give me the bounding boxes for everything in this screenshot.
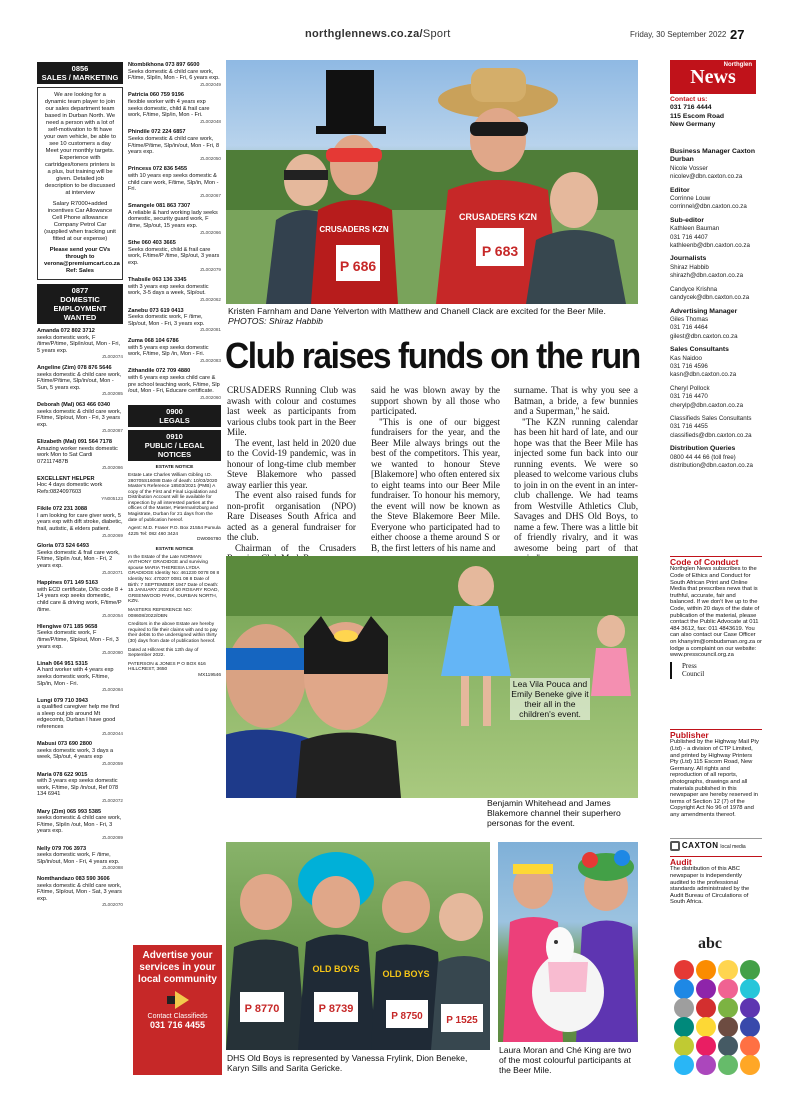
classified-ad: [37, 809, 123, 842]
page-header: [0, 0, 786, 58]
ad-ref: ZL002087: [102, 428, 123, 434]
ad-body: seeks domestic work, F /time, Slp/in/out, Mon - Fri, 4 years exp.: [37, 852, 120, 865]
staff-name: Classifieds Sales Consultants: [670, 414, 752, 422]
colour-swatch: [696, 1017, 716, 1037]
ad-body: seeks domestic & child care work, F/time, Slp/out, Mon - Fri, 3 years exp.: [37, 408, 122, 428]
classified-ad: [37, 402, 123, 435]
classified-ad: [37, 624, 123, 657]
staff-name: Kathleen Bauman: [670, 225, 720, 233]
ad-body: flexible worker with 4 years exp seeks domestic, child & frail care work, F/time, Slp/in, Mon - Fri.: [128, 98, 210, 119]
photo-runners-group: [226, 60, 638, 304]
ad-title: Lungi 079 710 3943: [37, 697, 88, 704]
bib-number: P 8770: [244, 1003, 280, 1015]
staff-list: [670, 148, 764, 475]
section-header-domestic: 0877 DOMESTIC EMPLOYMENT WANTED: [37, 284, 123, 324]
ad-body: with 10 years exp seeks domestic & child care work, F/time, Slp/in, Mon - Fri.: [128, 172, 219, 193]
ad-body: Seeks domestic & child care work, F/time, Slp/in, Mon - Fri, 6 years exp.: [128, 68, 220, 82]
recruit-email[interactable]: Please send your CVs through to verona@premiumcart.co.za: [44, 247, 120, 267]
abc-logo: abc: [698, 935, 722, 952]
ad-title: Princess 072 836 5455: [128, 166, 188, 173]
staff-name: Shiraz Habbib: [670, 263, 709, 271]
estate-notice-2: ESTATE NOTICE In the Estate of the Late NORMAN ANTHONY GRADIDGE and surviving spouse MARIA THERESIA LYDIA GRADIDGE Identity No: 461230 0078 08 8 Identity No: 470207 0081 08 8 Date of Birth: 7 SEPTEMBER 1947 Date of Death: 15 JANUARY 2022 of 60 ROSARY ROAD, GREENWOOD PARK, DURBAN NORTH, KZN. MASTERS REFERENCE NO: 008608/2022/DBN Creditors in the above Estate are hereby required to file their claims with and to pay their debts to the undersigned within thirty (30) days from date of publication hereof. Dated at Hillcrest this 12th day of September 2022. PATERSON & JONES P O BOX 616 HILLCREST, 3650 MX119546: [128, 547, 221, 678]
colour-registration-swatches: [670, 958, 762, 1076]
colour-swatch: [740, 960, 760, 980]
staff-entry: [670, 346, 764, 380]
section-header-public-notices: 0910 PUBLIC / LEGAL NOTICES: [128, 430, 221, 461]
ad-ref: ZL002088: [102, 865, 123, 871]
classified-ad: [37, 661, 123, 694]
colour-swatch: [740, 1036, 760, 1056]
photo2-inset-caption: Lea Vila Pouca and Emily Beneke give it their all in the children's event.: [511, 679, 589, 719]
classified-ad: [37, 772, 123, 805]
ad-ref: ZL002084: [102, 687, 123, 693]
ad-ref: ZL002059: [102, 761, 123, 767]
bib-number: P 683: [481, 243, 519, 259]
ad-body: Amazing worker needs domestic work Mon to Sat Cardi 072117487B: [37, 445, 118, 465]
staff-role: Editor: [670, 186, 690, 194]
ad-title: Zuma 068 104 6786: [128, 337, 179, 344]
ad-body: I am looking for care giver work, 5 years exp with dift stroke, diabetic, frail, autistic, & elders patient.: [37, 512, 123, 533]
colour-swatch: [740, 998, 760, 1018]
ads-list-2: [128, 62, 221, 401]
issue-date: Friday, 30 September 2022: [630, 30, 727, 39]
sales-recruitment-ad: We are looking for a dynamic team player to join our sales department team based in Durban North. We need a person with a lot of self-motivation to fit have your own vehicle, be able to see 10 customers a day Meet your monthly targets. Experience with cartridges/toners printers is a plus, but training will be given. Detailed job description to be discussed at interview Salary R7000+added incentives Car Allowance Cell Phone allowance Company Petrol Car (supplied when tracking unit fitted at our expense) Please send your CVs through to verona@premiumcart.co.za Ref: Sales: [37, 87, 123, 280]
classified-ad: [128, 129, 221, 162]
classified-ad: [37, 543, 123, 576]
colour-swatch: [718, 979, 738, 999]
ad-body: A hard worker with 4 years exp seeks domestic work, F/time, Slp/in, Mon - Fri.: [37, 667, 114, 687]
classified-ad: [128, 240, 221, 273]
ad-body: Seeks domestic work, F /time, Slp/out, Mon - Fri, 3 years exp.: [128, 314, 205, 327]
ad-body: seeks domestic & child care work, F/time/P/time, Slp/in/out, Mon - Sun, 5 years exp.: [37, 371, 122, 391]
ad-title: Nomthandazo 083 590 3606: [37, 875, 110, 882]
audit-block: Audit The distribution of this ABC newspaper is independently audited to the professional standards administrated by the Audit Bureau of Circulations of South Africa.: [670, 856, 762, 906]
shirt-text: CRUSADERS KZN: [458, 212, 538, 222]
classified-ad: [128, 92, 221, 125]
staff-phone: 031 716 4464: [670, 324, 708, 332]
estate-notice-1: ESTATE NOTICE Estate Late Charles William Gibling I.D. 280705S16088 Date of death: 10/03/2020 Master's Reference 18503/2021 (PMB) A copy of the First and Final Liquidation and Distribution Account will lie available for inspection by all interested parties at the offices of the Master, Pietermaritzburg and Magistrate, Durban for 21 days from the date of publication hereof. Agent: M.D. Fraser P.O. Box 21554 Pumula 4225 Tel: 082 460 3424 DW006780: [128, 465, 221, 543]
staff-entry: [670, 255, 764, 280]
ad-body: Hoc 4 days domestic work Refs:0824097603: [37, 482, 103, 496]
bib-number: P 8739: [318, 1003, 354, 1015]
colour-swatch: [696, 979, 716, 999]
ad-title: Zithandile 072 709 4880: [128, 368, 191, 375]
staff-email[interactable]: classifieds@dbn.caxton.co.za: [670, 431, 752, 439]
staff-entry: [670, 308, 764, 342]
ad-ref: ZL002048: [200, 118, 221, 124]
staff-phone: 031 716 4596: [670, 362, 708, 370]
ad-body: Seeks domestic & child care work, F/time/P/time, Slp/in/out, Mon - Fri, 8 years exp.: [128, 135, 220, 156]
staff-entry: [670, 217, 764, 251]
ad-body: A reliable & hard working lady seeks domestic, security guard work, F /time, Slp/out, 15 years exp.: [128, 209, 218, 230]
ad-ref: ZL002054: [102, 613, 123, 619]
colour-swatch: [740, 1055, 760, 1075]
site-url[interactable]: northglennews.co.za/Sport: [305, 28, 451, 40]
caxton-logo: CAXTON local media: [670, 838, 762, 851]
ads-list-1: [37, 328, 123, 909]
page-number: 27: [730, 27, 745, 42]
photo-dhs-old-boys: [226, 842, 490, 1050]
ad-title: Elizabeth (Mal) 091 564 7178: [37, 438, 112, 445]
ad-title: Mary (Zim) 065 993 5385: [37, 808, 102, 815]
staff-role: Sales Consultants: [670, 346, 729, 354]
classifieds-col-1: [37, 62, 123, 913]
staff-email[interactable]: kathleenb@dbn.caxton.co.za: [670, 242, 750, 250]
staff-role: Journalists: [670, 255, 707, 263]
ad-title: Patricia 060 759 9196: [128, 92, 184, 99]
caxton-icon: [670, 841, 680, 851]
ad-body: a qualified caregiver help me find a sleep out job around Mt edgecomb, Durban I have good references: [37, 704, 120, 731]
ad-ref: ZL002070: [102, 902, 123, 908]
ad-ref: ZL002049: [200, 81, 221, 87]
staff-name: Corrinne Louw: [670, 195, 711, 203]
ad-ref: ZL002071: [102, 569, 123, 575]
ad-title: Sthe 060 403 3665: [128, 240, 176, 247]
ad-ref: ZL002085: [102, 391, 123, 397]
ad-title: EXCELLENT HELPER: [37, 475, 95, 482]
article-col-2: said he was blown away by the support shown by all those who participated. "This is one of our biggest fundraisers for the year, and the Beer Mile always brings out the best of the competitors. This year, we wanted to honour Steve [Blakemore] who often entered six to eight teams into our Beer Mile fundraiser. To honour his memory, the event will now be known as the Steve Blakemore Beer Mile. Everyone who participated had to either choose a theme around S or B, the first letters of his name and: [371, 385, 500, 553]
ad-ref: ZL002044: [102, 730, 123, 736]
ad-title: Hlengiwe 071 185 9658: [37, 623, 98, 630]
masthead-logo[interactable]: Northglen News: [670, 60, 756, 94]
colour-swatch: [696, 1055, 716, 1075]
classified-ad: [37, 439, 123, 472]
ad-body: Seeks domestic work, F /time/P/time, Slp/out, Mon - Fri, 3 years exp.: [37, 630, 119, 650]
classified-ad: [37, 476, 123, 502]
ad-title: Amanda 072 802 3712: [37, 328, 95, 334]
colour-swatch: [674, 1055, 694, 1075]
ad-body: with 5 years exp seeks domestic work, F/time, Slp /in, Mon - Fri.: [128, 344, 209, 358]
ad-title: Zanebu 073 619 0413: [128, 307, 184, 314]
advertise-box[interactable]: Advertise your services in your local community Contact Classifieds 031 716 4455: [133, 945, 222, 1075]
ad-ref: ZL002080: [102, 650, 123, 656]
ad-ref: YN005123: [101, 495, 123, 501]
ad-body: seeks domestic work, 3 days a week, Slp/out, 4 years exp: [37, 747, 114, 761]
staff-entry: [670, 148, 764, 182]
staff-phone: 031 716 4470: [670, 393, 708, 401]
bib-number: P 1525: [446, 1015, 478, 1026]
classified-ad: [37, 698, 123, 738]
shirt-text: CRUSADERS KZN: [319, 225, 389, 234]
classified-ad: [128, 308, 221, 334]
colour-swatch: [718, 998, 738, 1018]
ad-ref: ZL002067: [200, 192, 221, 198]
ad-ref: ZL002079: [200, 266, 221, 272]
publisher-block: Publisher Published by the Highway Mail Pty (Ltd) - a division of CTP Limited, and printed by Highway Printers Pty (Ltd) 115 Escom Road, New Germany. All rights and reproduction of all reports, photographs, drawings and all materials published in this newspaper are hereby reserved in terms of Section 12 (7) of the Copyright Act No 96 of 1978 and any amendments thereof.: [670, 729, 762, 819]
ad-title: Phindile 072 224 6857: [128, 129, 186, 136]
photo-credit: PHOTOS: Shiraz Habbib: [228, 316, 323, 326]
staff-email[interactable]: nicolev@dbn.caxton.co.za: [670, 173, 743, 181]
classified-ad: [37, 846, 123, 872]
classified-ad: [128, 368, 221, 401]
staff-phone: 031 716 4455: [670, 423, 708, 431]
ad-title: Ntombikhona 073 897 6600: [128, 62, 200, 68]
classified-ad: [128, 166, 221, 199]
staff-name: Nicole Vosser: [670, 164, 708, 172]
classified-ad: [128, 338, 221, 364]
staff-email[interactable]: distribution@dbn.caxton.co.za: [670, 462, 753, 469]
shirt-text: OLD BOYS: [382, 969, 430, 979]
photo-colourful-participants: [498, 842, 638, 1042]
ad-ref: ZL002069: [102, 532, 123, 538]
classified-ad: [37, 365, 123, 398]
staff-entry: [670, 445, 764, 470]
code-of-conduct: Code of Conduct Northglen News subscribes to the Code of Ethics and Conduct for South African Print and Online Media that prescribes news that is truthful, accurate, fair and balanced. If we don't live up to the Code, within 20 days of the date of publication of the material, please contact the Public Advocate at 011 484 3612, fax: 011 4843619. You can also contact our Case Officer on khanyim@ombudsman.org.za or lodge a complaint on our website: www.presscouncil.org.za Press Council: [670, 557, 762, 679]
ad-ref: ZL002083: [200, 357, 221, 363]
staff-phone: 031 716 4407: [670, 233, 708, 241]
ad-body: with ECD certificate, D/lic code 8 + 14 years exp seeks domestic, child care & driving work, F/time/P /time.: [37, 586, 123, 613]
colour-swatch: [718, 960, 738, 980]
ad-body: with 6 years exp seeks child care & pre school teaching work, F/time, Slp /out, Mon - Fri, Educare certificate.: [128, 374, 220, 395]
ad-title: Mabusi 073 690 2800: [37, 741, 93, 748]
ad-body: seeks domestic & child care work, F/time, Slp/in /out, Mon - Fri, 3 years exp.: [37, 815, 122, 835]
staff-entry: [670, 286, 764, 303]
ad-title: Smangele 081 863 7307: [128, 203, 191, 210]
ad-title: Linah 064 951 5315: [37, 660, 88, 667]
section-header-sales: 0856 SALES / MARKETING: [37, 62, 123, 84]
colour-swatch: [674, 979, 694, 999]
ad-title: Thabsile 063 136 3345: [128, 277, 187, 284]
photo4-caption: Laura Moran and Ché King are two of the most colourful participants at the Beer Mile.: [499, 1045, 632, 1075]
staff-name: Giles Thomas: [670, 315, 709, 323]
megaphone-icon: [165, 990, 191, 1010]
contact-block: Contact us: 031 716 4444 115 Escom Road New Germany: [670, 96, 725, 129]
ad-ref: ZL002066: [200, 229, 221, 235]
staff-role: Distribution Queries: [670, 445, 736, 453]
colour-swatch: [740, 979, 760, 999]
photo1-caption: Kristen Farnham and Dane Yelverton with Matthew and Chanell Clack are excited for the Beer Mile. PHOTOS: Shiraz Habbib: [228, 306, 606, 326]
photo3-caption: DHS Old Boys is represented by Vanessa Frylink, Dion Beneke, Karyn Sills and Sarita Gericke.: [227, 1053, 468, 1073]
colour-swatch: [740, 1017, 760, 1037]
staff-email[interactable]: candycek@dbn.caxton.co.za: [670, 294, 750, 302]
ad-body: with 3 years exp seeks domestic work, F/time, Slp /in/out, Ref 078 134 6941: [37, 778, 119, 798]
colour-swatch: [674, 960, 694, 980]
classified-ad: [37, 741, 123, 767]
ad-title: Maria 078 622 9015: [37, 771, 88, 778]
ad-body: seeks domestic & child care work, F/time, Slp/out, Mon - Sat, 3 years exp.: [37, 882, 122, 902]
colour-swatch: [674, 1017, 694, 1037]
ad-body: Seeks domestic, child & frail care work, F/time/P /time, Slp/out, 3 years exp.: [128, 246, 220, 267]
ad-ref: ZL002072: [102, 798, 123, 803]
bib-number: P 686: [339, 258, 377, 274]
colour-swatch: [696, 1036, 716, 1056]
ad-ref: ZL002081: [200, 327, 221, 333]
headline: Club raises funds on the run: [225, 335, 640, 376]
colour-swatch: [718, 1055, 738, 1075]
staff-email[interactable]: cherylp@dbn.caxton.co.za: [670, 401, 744, 409]
ad-ref: ZL002050: [200, 155, 221, 161]
staff-role: Business Manager Caxton Durban: [670, 148, 755, 164]
classified-ad: [128, 277, 221, 303]
classified-ad: [37, 506, 123, 539]
ad-title: Fikile 072 231 3088: [37, 506, 88, 513]
staff-email[interactable]: shirazh@dbn.caxton.co.za: [670, 272, 744, 280]
staff-email[interactable]: gilest@dbn.caxton.co.za: [670, 332, 738, 340]
colour-swatch: [718, 1017, 738, 1037]
colour-swatch: [696, 960, 716, 980]
ad-body: with 3 years exp seeks domestic work, 3-5 days a week, Slp/out.: [128, 283, 209, 297]
shirt-text: OLD BOYS: [312, 964, 360, 974]
ad-title: Deborah (Mal) 063 466 0340: [37, 401, 111, 408]
staff-role: Sub-editor: [670, 216, 704, 224]
classified-ad: [37, 580, 123, 620]
staff-name: Candyce Krishna: [670, 285, 718, 293]
staff-role: Advertising Manager: [670, 307, 738, 315]
staff-name: Kas Naidoo: [670, 354, 702, 362]
classifieds-col-2: [128, 62, 221, 679]
ad-title: Angeline (Zim) 078 876 5646: [37, 364, 112, 371]
staff-email[interactable]: kasn@dbn.caxton.co.za: [670, 371, 737, 379]
photo-superheroes: [226, 556, 638, 798]
ad-ref: ZL002074: [102, 354, 123, 360]
colour-swatch: [696, 998, 716, 1018]
press-council-logo: Press Council: [670, 662, 762, 679]
staff-entry: [670, 187, 764, 212]
ad-title: Gloria 073 524 6493: [37, 543, 89, 550]
ad-title: Nelly 079 706 3973: [37, 845, 87, 852]
ad-ref: ZL002062: [200, 297, 221, 302]
bib-number: P 8750: [391, 1011, 423, 1022]
photo2-caption: Benjamin Whitehead and James Blakemore channel their superhero personas for the event.: [487, 798, 621, 828]
section-header-legals: 0900 LEGALS: [128, 405, 221, 427]
ad-body: seeks domestic work, F /time/P/time, Slp/in/out, Mon - Fri, 5 years exp.: [37, 334, 120, 354]
ad-ref: ZL002086: [102, 465, 123, 471]
colour-swatch: [674, 1036, 694, 1056]
colour-swatch: [718, 1036, 738, 1056]
ad-body: Seeks domestic & frail care work, F/time, Slp/in /out, Mon - Fri, 2 years exp.: [37, 549, 120, 569]
classified-ad: [128, 203, 221, 236]
ad-ref: ZL002060: [200, 394, 221, 400]
staff-entry: [670, 385, 764, 410]
article-col-1: CRUSADERS Running Club was awash with colour and costumes last week as participants from various clubs took part in the Beer Mile. The event, last held in 2020 due to the Covid-19 pandemic, was in honour of long-time club member Steve Blakemore who passed away earlier this year. The event also raised funds for non-profit organisation (NPO) Rare Diseases South Africa and acted as a general fundraiser for the club. Chairman of the Crusaders: [227, 385, 356, 553]
staff-email[interactable]: corrinnel@dbn.caxton.co.za: [670, 203, 747, 211]
classified-ad: [37, 328, 123, 361]
article-col-3: surname. That is why you see a Batman, a bride, a few bunnies and a Superman," he said. "The KZN running calendar has been hit hard of late, and our hope was that the Beer Mile has injected some fun back into our running events. We were so pleased to welcome various clubs to join in on the event in an inter-club challenge. We had teams from Westville Athletics Club, Savages and DHS Old Boys, to name a few. There was a little bit of friendly rivalry, and it was awesome being part of that: [514, 385, 638, 553]
staff-entry: [670, 415, 764, 440]
ad-title: Happines 071 149 5163: [37, 580, 98, 587]
staff-phone: 0800 44 44 66 (toll free): [670, 453, 736, 461]
classified-ad: [128, 62, 221, 88]
classified-ad: [37, 876, 123, 909]
ad-ref: ZL002089: [102, 834, 123, 840]
staff-name: Cheryl Pollock: [670, 384, 710, 392]
colour-swatch: [674, 998, 694, 1018]
